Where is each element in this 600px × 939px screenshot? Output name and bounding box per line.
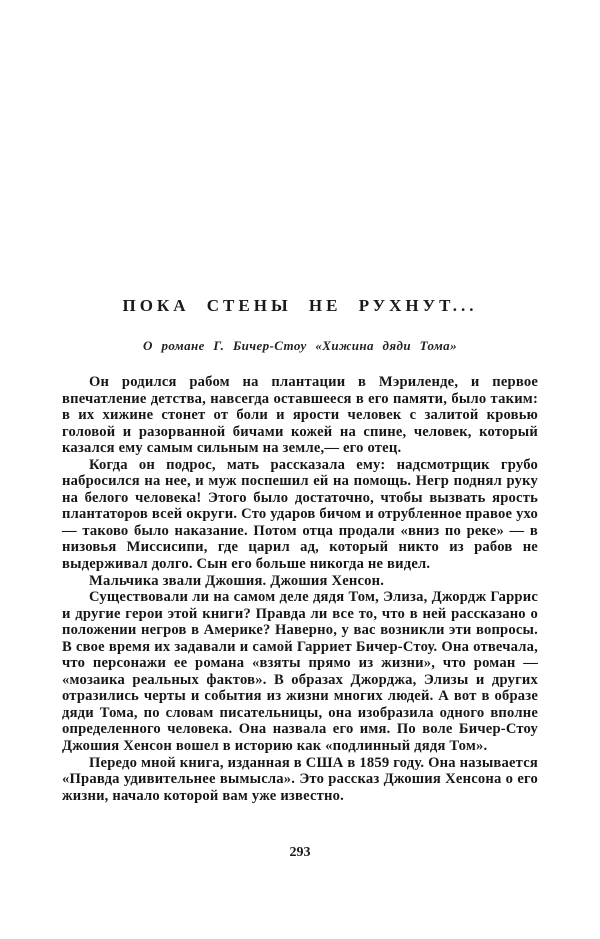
chapter-subtitle: О романе Г. Бичер-Стоу «Хижина дяди Тома»	[143, 338, 457, 353]
body-text	[62, 374, 538, 804]
chapter-title: ПОКА СТЕНЫ НЕ РУХНУТ...	[122, 296, 478, 315]
paragraph: Мальчика звали Джошия. Джошия Хенсон.	[89, 572, 385, 589]
paragraph: Когда он подрос, мать рассказала ему: надсмотрщик грубо набросился на нее, и муж поспешил ей на помощь. Негр поднял руку на белого человека! Этого было достаточно, чтобы вызвать ярость плантаторов всей округи. Сто ударов бичом и отрубленное правое ухо — таково было наказание. Потом отца продали «вниз по реке» — в низовья Миссисипи, где царил ад, который никто из рабов не выдерживал долго. Сын его больше никогда не видел.	[62, 456, 538, 573]
page-number: 293	[289, 845, 311, 860]
paragraph: Передо мной книга, изданная в США в 1859 году. Она называется «Правда удивительнее вымысла». Это рассказ Джошия Хенсона о его жизни, начало которой вам уже известно.	[62, 754, 538, 804]
paragraph: Существовали ли на самом деле дядя Том, Элиза, Джордж Гаррис и другие герои этой книги? Правда ли все то, что в ней рассказано о положении негров в Америке? Наверно, у вас возникли эти вопросы. В свое время их задавали и самой Гарриет Бичер-Стоу. Она отвечала, что персонажи ее романа «взяты прямо из жизни», что роман — «мозаика реальных фактов». В образах Джорджа, Элизы и других отразились черты и события из жизни многих людей. А вот в образе дяди Тома, по словам писательницы, она изобразила одного вполне определенного человека. Она назвала его имя. По воле Бичер-Стоу Джошия Хенсон вошел в историю как «подлинный дядя Том».	[62, 589, 538, 755]
paragraph: Он родился рабом на плантации в Мэриленде, и первое впечатление детства, навсегда оставшееся в его памяти, было таким: в их хижине стонет от боли и ярости человек с залитой кровью головой и разорванной бичами кожей на спине, человек, который казался ему самым сильным на земле,— его отец.	[62, 374, 538, 457]
